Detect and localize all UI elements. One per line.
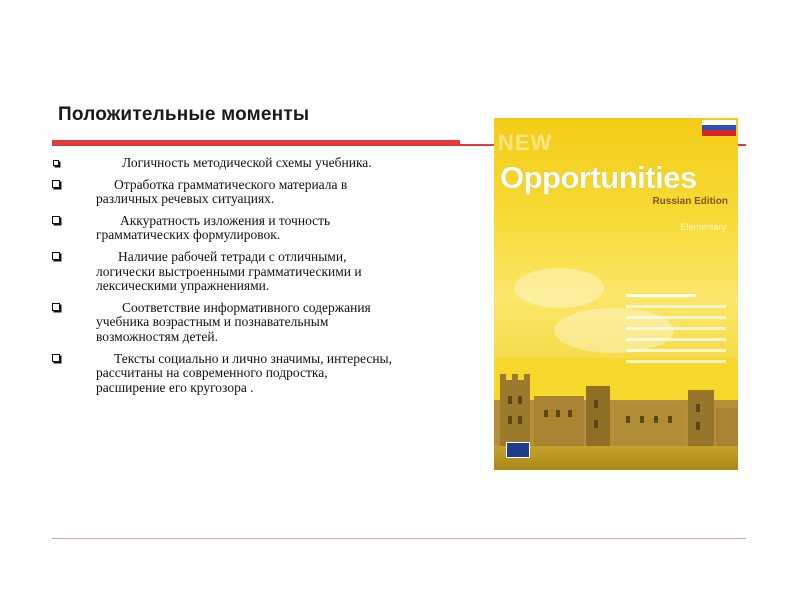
- title-underline: [52, 140, 460, 146]
- slide-title: Положительные моменты: [58, 104, 310, 125]
- cover-water: [494, 446, 738, 470]
- cover-series-prefix: NEW: [498, 130, 553, 155]
- list-item: [52, 156, 392, 171]
- cover-edition: Russian Edition: [652, 196, 728, 207]
- checkbox-bullet-icon: [52, 354, 60, 362]
- textbook-cover-image: [494, 118, 738, 470]
- list-item: [52, 250, 392, 294]
- publisher-logo-icon: [506, 442, 530, 458]
- list-item-text: Отработка грамматического материала в различных речевых ситуациях.: [96, 176, 348, 207]
- cover-title: Opportunities: [500, 160, 697, 195]
- cover-cloud: [514, 268, 604, 308]
- list-item: [52, 352, 392, 396]
- list-item-text: Соответствие информативного содержания учебника возрастным и познавательным возможностям детей.: [96, 299, 371, 344]
- checkbox-bullet-icon: [52, 252, 60, 260]
- list-item-text: Логичность методической схемы учебника.: [122, 155, 372, 170]
- bottom-divider: [52, 538, 746, 539]
- list-item-text: Аккуратность изложения и точность грамматических формулировок.: [96, 212, 331, 243]
- russian-flag-icon: [702, 120, 736, 136]
- checkbox-bullet-icon: [52, 303, 60, 311]
- list-item: [52, 301, 392, 345]
- checkbox-bullet-icon: [52, 216, 60, 224]
- list-item-text: Тексты социально и лично значимы, интересны, рассчитаны на современного подростка, расширение его кругозора .: [96, 350, 392, 395]
- list-item-text: Наличие рабочей тетради с отличными, логически выстроенными грамматическими и лексическими упражнениями.: [96, 248, 362, 294]
- list-item: [52, 178, 392, 207]
- checkbox-bullet-icon: [53, 160, 59, 166]
- checkbox-bullet-icon: [52, 180, 60, 188]
- cover-level: Elementary: [680, 222, 726, 232]
- bullet-list: [52, 156, 392, 402]
- list-item: [52, 214, 392, 243]
